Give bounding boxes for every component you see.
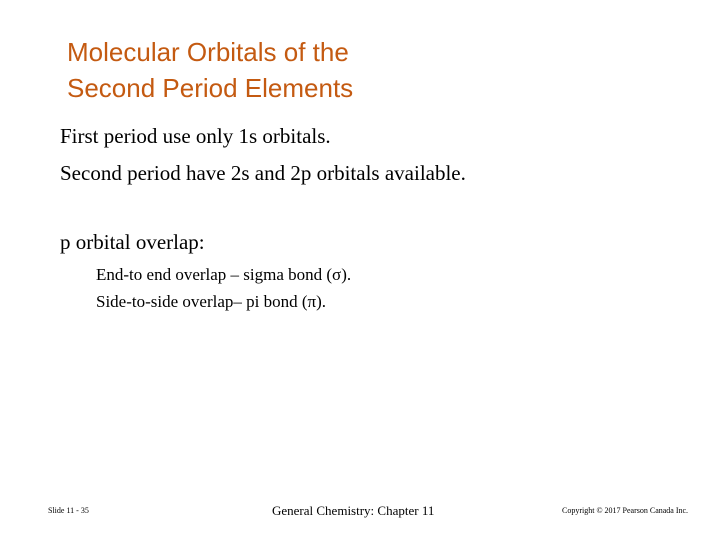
slide-title-line-2: Second Period Elements — [67, 73, 354, 103]
slide-number: Slide 11 - 35 — [48, 506, 89, 515]
copyright-footer: Copyright © 2017 Pearson Canada Inc. — [562, 506, 689, 515]
body-text-second-period: Second period have 2s and 2p orbitals available. — [60, 161, 466, 185]
body-text-first-period: First period use only 1s orbitals. — [60, 124, 331, 148]
bullet-pi-bond: Side-to-side overlap– pi bond (π). — [96, 292, 327, 311]
slide-title-line-1: Molecular Orbitals of the — [67, 37, 349, 67]
slide-title — [67, 34, 667, 106]
course-footer: General Chemistry: Chapter 11 — [272, 503, 435, 518]
bullet-sigma-bond: End-to end overlap – sigma bond (σ). — [96, 265, 352, 284]
body-text-p-orbital-overlap: p orbital overlap: — [60, 230, 205, 254]
